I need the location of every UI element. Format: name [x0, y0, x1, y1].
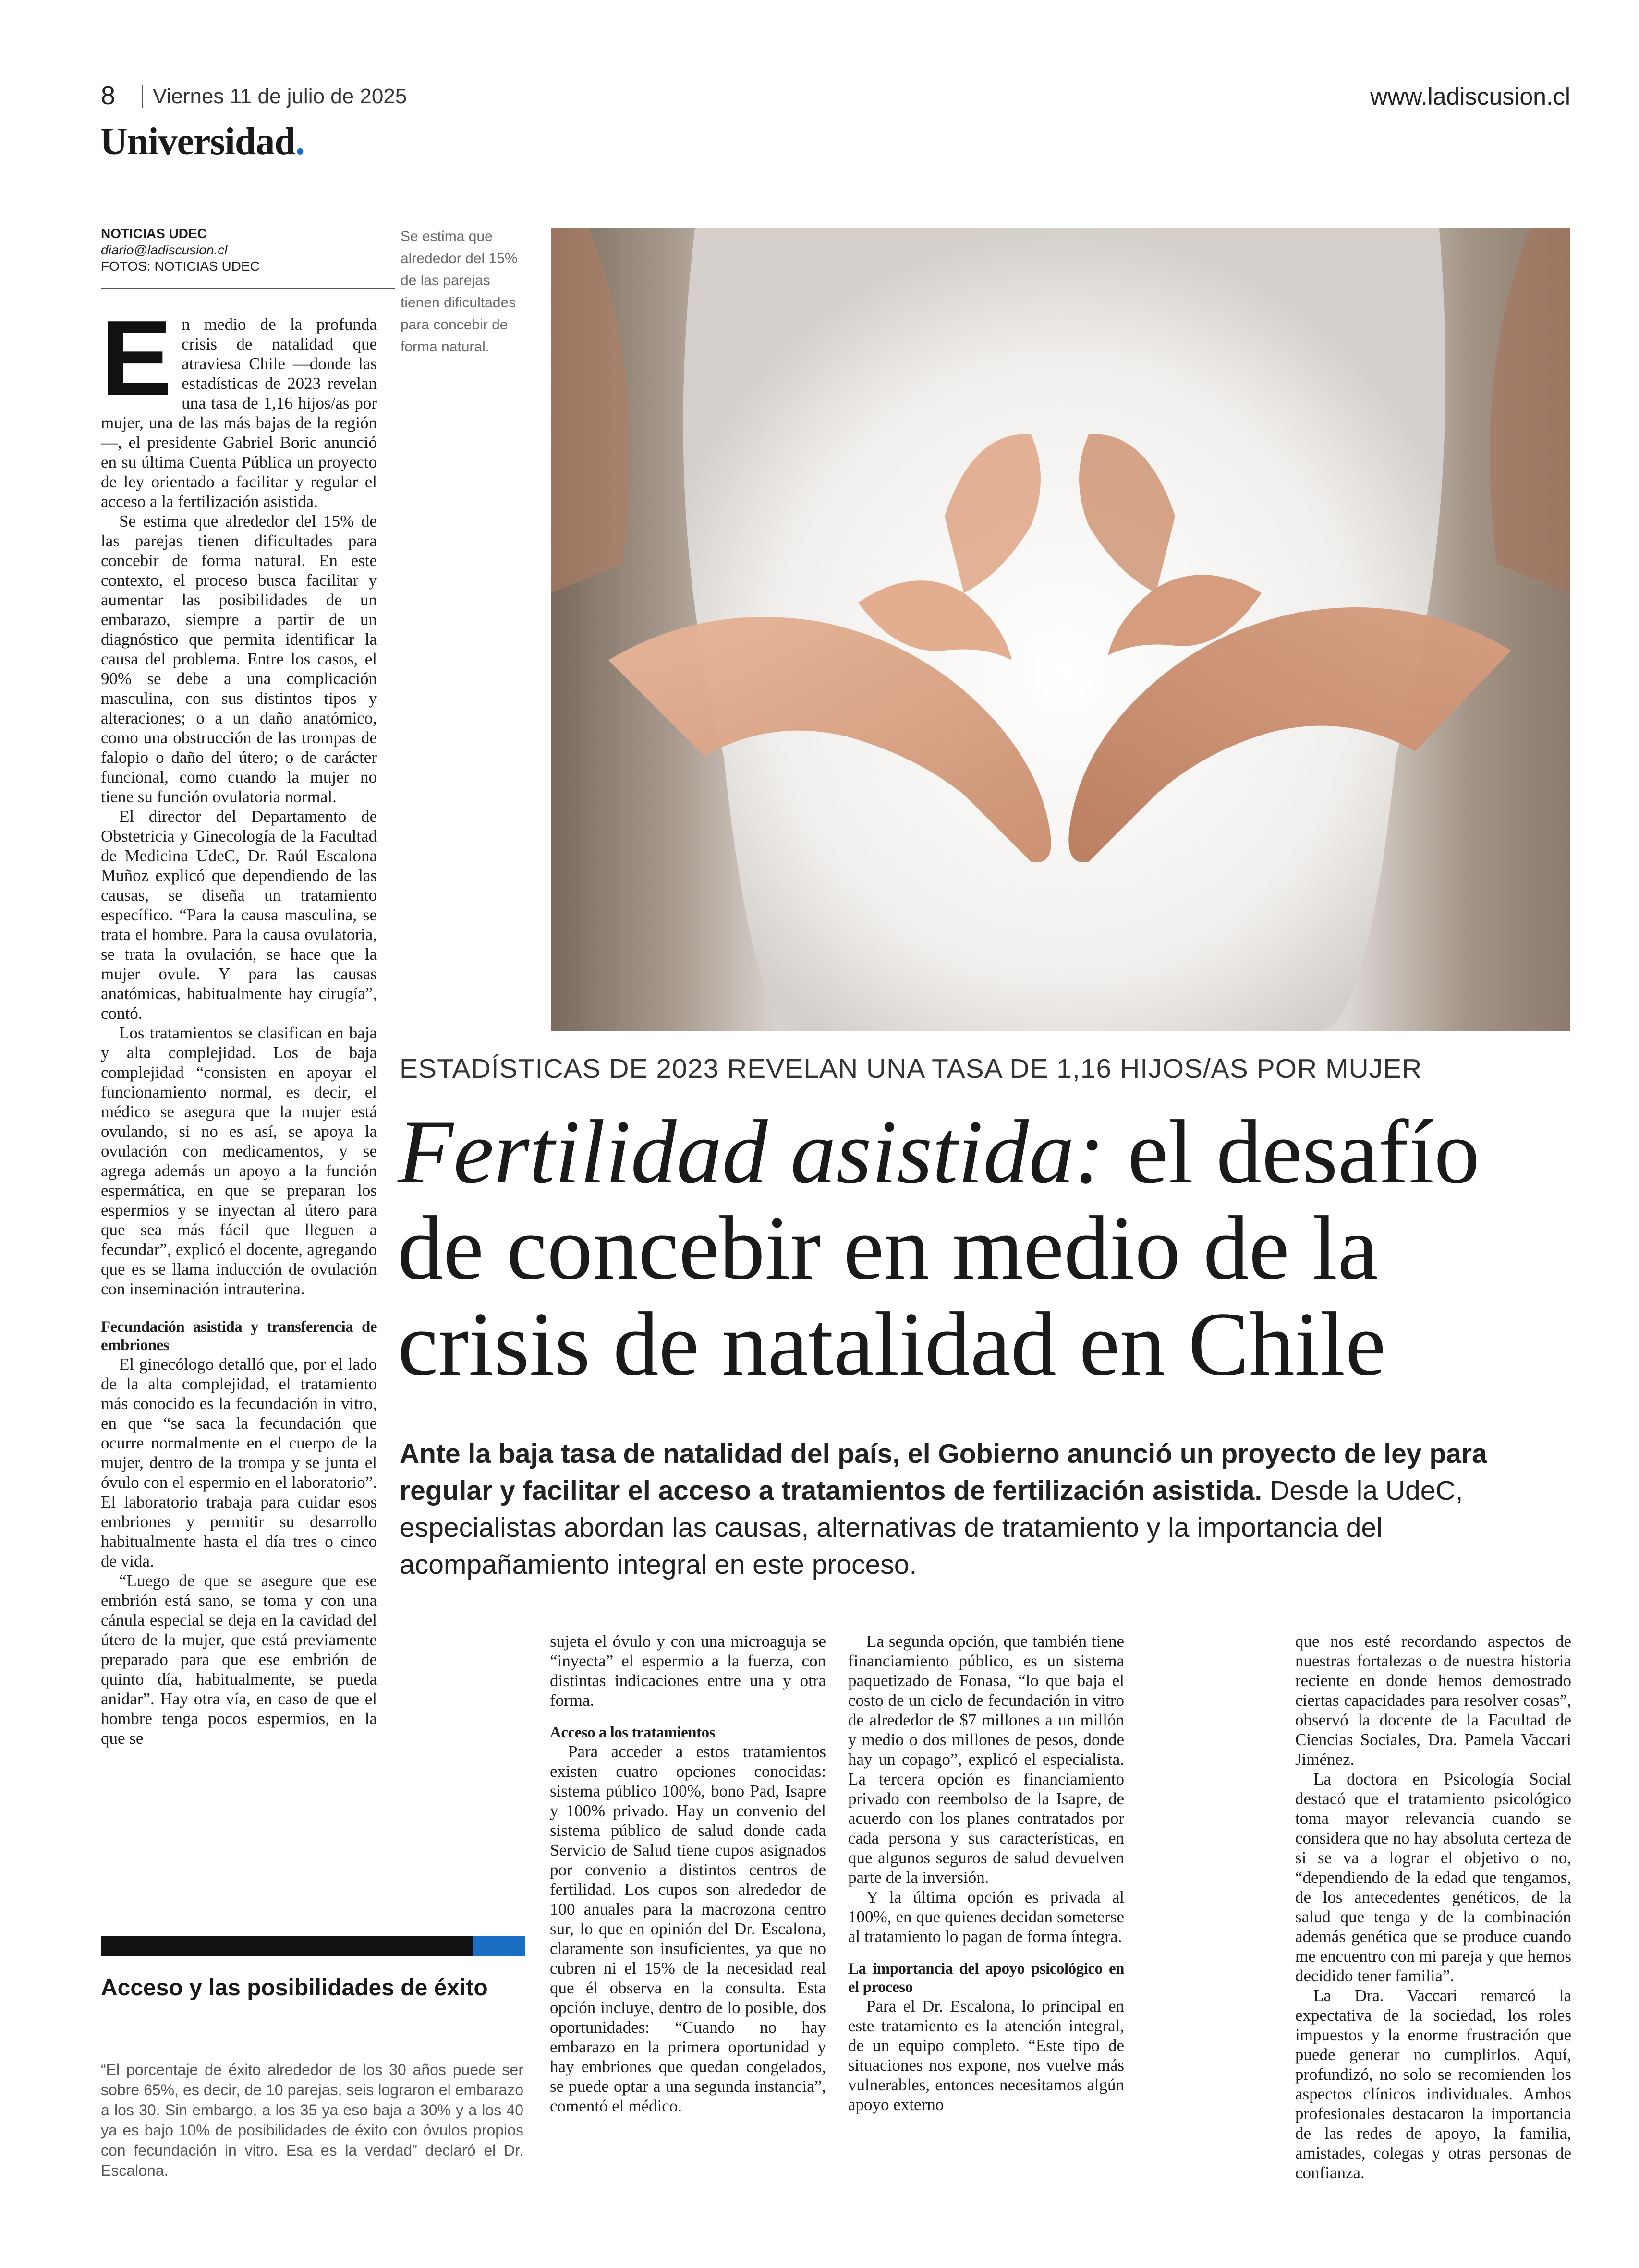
col1-paragraph-4: Los tratamientos se clasifican en baja y alta complejidad. Los de baja complejidad “consisten en apoyar el funcionamiento normal, es decir, el médico se asegura que la mujer está ovulando, si no es así, se apoya la ovulación con medicamentos, y se agrega además un apoyo a la función espermática, en que se preparan los espermios y se inyectan al útero para que sea más fácil que lleguen a fecundar”, explicó el docente, agregando que es se llama inducción de ovulación con inseminación intrauterina.: [101, 1024, 377, 1298]
headline-italic: Fertilidad asistida:: [398, 1102, 1105, 1203]
col4-paragraph-1: La segunda opción, que también tiene financiamiento público, es un sistema paquetizado de Fonasa, “lo que baja el costo de un ciclo de fecundación in vitro de alrededor de $7 millones a un millón y medio o dos millones de pesos, donde hay un copago”, explicó el especialista. La tercera opción es financiamiento privado con reembolso de la Isapre, de acuerdo con los planes contratados por cada persona y sus características, en que algunos seguros de salud devuelven parte de la inversión.: [848, 1632, 1124, 1887]
box-rule: [101, 1936, 473, 1956]
headline-line-1-rest: el desafío: [1105, 1102, 1480, 1203]
headline-line-1: [398, 1102, 1579, 1203]
photo-caption: Se estima que alrededor del 15% de las parejas tienen dificultades para concebir de forma natural.: [401, 229, 518, 355]
column-5: [1295, 1631, 1571, 2183]
box-rule-accent: [473, 1936, 525, 1956]
col4-paragraph-2: Y la última opción es privada al 100%, en que quienes decidan someterse al tratamiento lo pagan de forma íntegra.: [848, 1888, 1124, 1946]
column-3: [550, 1631, 826, 2116]
col1-paragraph-6: “Luego de que se asegure que ese embrión está sano, se toma y con una cánula especial se deja en la cavidad del útero de la mujer, que está previamente preparado para que ese embrión de quinto día, habitualmente, se pueda anidar”. Hay otra vía, en caso de que el hombre tenga pocos espermios, en la que se: [101, 1571, 377, 1748]
section-dot: .: [295, 121, 304, 163]
column-1: [101, 299, 377, 1748]
headline-line-3: crisis de natalidad en Chile: [398, 1294, 1386, 1395]
section-name: Universidad: [100, 121, 295, 163]
box-text: “El porcentaje de éxito alrededor de los 30 años puede ser sobre 65%, es decir, de 10 parejas, seis lograron el embarazo a los 30. Sin embargo, a los 35 ya eso baja a 30% y a los 40 ya es bajo 10% de posibilidades de éxito con óvulos propios con fecundación in vitro. Esa es la verdad” declaró el Dr. Escalona.: [101, 2061, 523, 2179]
col5-paragraph-1: que nos esté recordando aspectos de nuestras fortalezas o de nuestra historia reciente en donde hemos demostrado ciertas capacidades para resolver cosas”, observó la docente de la Facultad de Ciencias Sociales, Dra. Pamela Vaccari Jiménez.: [1295, 1632, 1571, 1769]
page-header: [101, 81, 1570, 114]
col4-subhead: La importancia del apoyo psicológico en el proceso: [848, 1960, 1124, 1996]
byline-rule: [101, 288, 395, 289]
col1-paragraph-3: El director del Departamento de Obstetricia y Ginecología de la Facultad de Medicina UdeC, Dr. Raúl Escalona Muñoz explicó que dependiendo de las causas, se diseña un tratamiento específico. “Para la causa masculina, se trata el hombre. Para la causa ovulatoria, se trata la ovulación, se hace que la mujer ovule. Y para las causas anatómicas, habitualmente hay cirugía”, contó.: [101, 807, 377, 1023]
byline-email[interactable]: diario@ladiscusion.cl: [101, 242, 228, 257]
website[interactable]: www.ladiscusion.cl: [1370, 83, 1570, 110]
lead-regular: Desde la UdeC, especialistas abordan las causas, alternativas de tratamiento y la importancia del acompañamiento integral en este proceso.: [400, 1475, 1463, 1580]
col5-paragraph-2: La doctora en Psicología Social destacó que el tratamiento psicológico toma mayor relevancia cuando se considera que no hay absoluta certeza de si se va a lograr el objetivo o no, “dependiendo de la edad que tengamos, de los antecedentes genéticos, de la salud que tenga y de la combinación además genética que se produce cuando me encuentro con mi pareja y que hemos decidido tener familia”.: [1295, 1770, 1571, 1985]
col1-paragraph-2: Se estima que alrededor del 15% de las parejas tienen dificultades para concebir de forma natural. En este contexto, el proceso busca facilitar y aumentar las posibilidades de un embarazo, siempre a partir de un diagnóstico que permita identificar la causa del problema. Entre los casos, el 90% se debe a una complicación masculina, con sus distintos tipos y alteraciones; o a un daño anatómico, como una obstrucción de las trompas de falopio o daño del útero; o de carácter funcional, como cuando la mujer no tiene su función ovulatoria normal.: [101, 512, 377, 806]
heart-hands-photo-icon: [551, 228, 1570, 1031]
drop-cap: E: [101, 299, 172, 418]
col3-subhead: Acceso a los tratamientos: [550, 1724, 715, 1741]
col1-paragraph-1: n medio de la profunda crisis de natalidad que atraviesa Chile —donde las estadísticas de 2023 revelan una tasa de 1,16 hijos/as por mujer, una de las más bajas de la región—, el presidente Gabriel Boric anunció en su última Cuenta Pública un proyecto de ley orientado a facilitar y regular el acceso a la fertilización asistida.: [101, 315, 377, 511]
col1-paragraph-5: El ginecólogo detalló que, por el lado de la alta complejidad, el tratamiento más conocido es la fecundación in vitro, en que “se saca la fecundación que ocurre normalmente en el cuerpo de la mujer, dentro de la trompa y se junta el óvulo con el espermio en el laboratorio”. El laboratorio trabaja para cuidar esos embriones y permitir su desarrollo habitualmente hasta el día tres o cinco de vida.: [101, 1355, 377, 1570]
page-number: 8: [101, 81, 116, 110]
lead-bold: Ante la baja tasa de natalidad del país, el Gobierno anunció un proyecto de ley para regular y facilitar el acceso a tratamientos de fertilización asistida.: [400, 1438, 1487, 1506]
headline-title: [398, 1102, 1579, 1395]
col3-paragraph-1: sujeta el óvulo y con una microaguja se “inyecta” el espermio a la fuerza, con distintas indicaciones entre una y otra forma.: [550, 1632, 826, 1710]
headline-line-2: de concebir en medio de la: [398, 1198, 1378, 1299]
col5-paragraph-3: La Dra. Vaccari remarcó la expectativa de la sociedad, los roles impuestos y la enorme frustración que puede generar no cumplirlos. Aquí, profundizó, no solo se recomienden los aspectos clínicos individuales. Ambos profesionales destacaron la importancia de las redes de apoyo, la familia, amistades, colegas y otras personas de confianza.: [1295, 1986, 1571, 2182]
header-divider: [142, 85, 143, 108]
byline-source: NOTICIAS UDEC: [101, 226, 207, 241]
col3-paragraph-2: Para acceder a estos tratamientos existen cuatro opciones conocidas: sistema público 100%, bono Pad, Isapre y 100% privado. Hay un convenio del sistema público de salud donde cada Servicio de Salud tiene cupos asignados por convenio a distintos centros de fertilidad. Los cupos son alrededor de 100 anuales para la macrozona centro sur, lo que en opinión del Dr. Escalona, claramente son insuficientes, ya que no cubren ni el 15% de la necesidad real que él observa en la consulta. Esta opción incluye, dentro de lo posible, dos oportunidades: “Cuando no hay embarazo en la primera oportunidad y hay embriones que quedan congelados, se puede optar a una segunda instancia”, comentó el médico.: [550, 1742, 826, 2115]
col1-subhead: Fecundación asistida y transferencia de embriones: [101, 1318, 377, 1354]
byline: [101, 226, 399, 275]
box-title: Acceso y las posibilidades de éxito: [101, 1975, 488, 2001]
main-photo: [551, 228, 1570, 1031]
section-title: [100, 120, 304, 164]
headline-kicker: ESTADÍSTICAS DE 2023 REVELAN UNA TASA DE 1,16 HIJOS/AS POR MUJER: [400, 1053, 1422, 1084]
page-date: Viernes 11 de julio de 2025: [153, 84, 407, 108]
column-4: [848, 1631, 1124, 2114]
byline-photos: FOTOS: NOTICIAS UDEC: [101, 259, 260, 274]
lead-paragraph: [400, 1436, 1571, 1583]
col4-paragraph-3: Para el Dr. Escalona, lo principal en este tratamiento es la atención integral, de un equipo completo. “Este tipo de situaciones nos expone, nos vuelve más vulnerables, entonces necesitamos algún apoyo externo: [848, 1997, 1124, 2114]
